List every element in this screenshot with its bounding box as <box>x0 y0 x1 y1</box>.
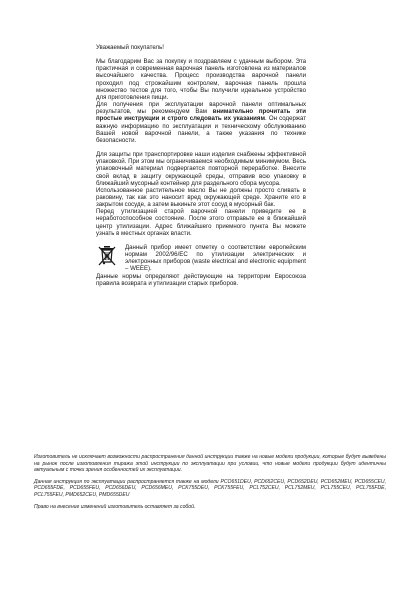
weee-rules-paragraph: Данные нормы определяют действующие на территории Евросоюза правила возврата и утилизации старых приборов. <box>96 272 306 287</box>
intro-paragraph: Мы благодарим Вас за покупку и поздравляем с удачным выбором. Эта практичная и современная варочная панель изготовлена из материалов высочайшего качества. Процесс производства варочной панели проходил под строжайшим контролем, варочная панель прошла множество тестов для того, чтобы Вы получили идеальное устройство для приготовления пищи. <box>96 58 306 101</box>
footer-models: Данная инструкция по эксплуатации распространяется также на модели PCO651DEU, PCD652CEU, PCD652DEU, PCD652MEU, PCD655CEU, PCD655FDE, PCD655FEU, PCD656DEU, PCD656MEU, PCK755DEU, PCK755FEU, PCL752CEU, PCL752MEU, PCL755CEU, PCL755FDE, PCL755FEU, PMD652CEU, PMD655DEU <box>34 478 386 498</box>
instructions-text-start: Для получения при эксплуатации варочной панели оптимальных результатов, мы рекомендуем Вам <box>96 101 306 116</box>
greeting: Уважаемый покупатель! <box>96 44 164 51</box>
footer-disclaimer: Изготовитель не исключает возможности распространения данной инструкции также на новые модели продукции, которые будут выведены на рынок после изготовления тиража этой инструкции по эксплуатации при условии, что новые модели продукции будут идентичны актуальным с точки зрения особенностей их эксплуатации. <box>34 454 386 474</box>
weee-notice <box>96 244 306 273</box>
instructions-paragraph <box>96 101 306 144</box>
instructions-text-end: . Он содержат важную информацию по эксплуатации и техническому обслуживанию Вашей новой варочной панели, а также указания по технике безопасности. <box>96 115 306 144</box>
weee-text: Данный прибор имеет отметку о соответствии европейским нормам 2002/96/EC по утилизации электрических и электронных приборов (waste electrical and electronic equipment – WEEE). <box>125 243 306 273</box>
disposal-paragraph: Перед утилизацией старой варочной панели приведите ее в неработоспособное состояние. После этого отправьте ее в ближайший центр утилизации. Адрес ближайшего приемного пункта Вы можете узнать в местных органах власти. <box>96 208 306 237</box>
packaging-paragraph: Для защиты при транспортировке наши изделия снабжены эффективной упаковкой. При этом мы ограничиваемся необходимым минимумом. Весь упаковочный материал подвергается повторной переработке. Внесите свой вклад в защиту окружающей среды, отправив всю упаковку в ближайший мусорный контейнер для раздельного сбора мусора. <box>96 151 306 187</box>
footer-rights: Право на внесение изменений изготовитель оставляет за собой. <box>34 503 196 510</box>
footer-notes <box>34 454 386 515</box>
main-text-column <box>96 44 306 287</box>
crossed-out-wheelie-bin-icon <box>98 245 116 267</box>
oil-paragraph: Использованное растительное масло Вы не должны просто сливать в раковину, так как это наносит вред окружающей среде. Храните его в закрытом сосуде, а затем выкиньте этот сосуд в мусорный бак. <box>96 186 306 209</box>
instructions-emphasis: внимательно прочитать эти простые инструкции и строго следовать их указаниям <box>96 108 306 123</box>
